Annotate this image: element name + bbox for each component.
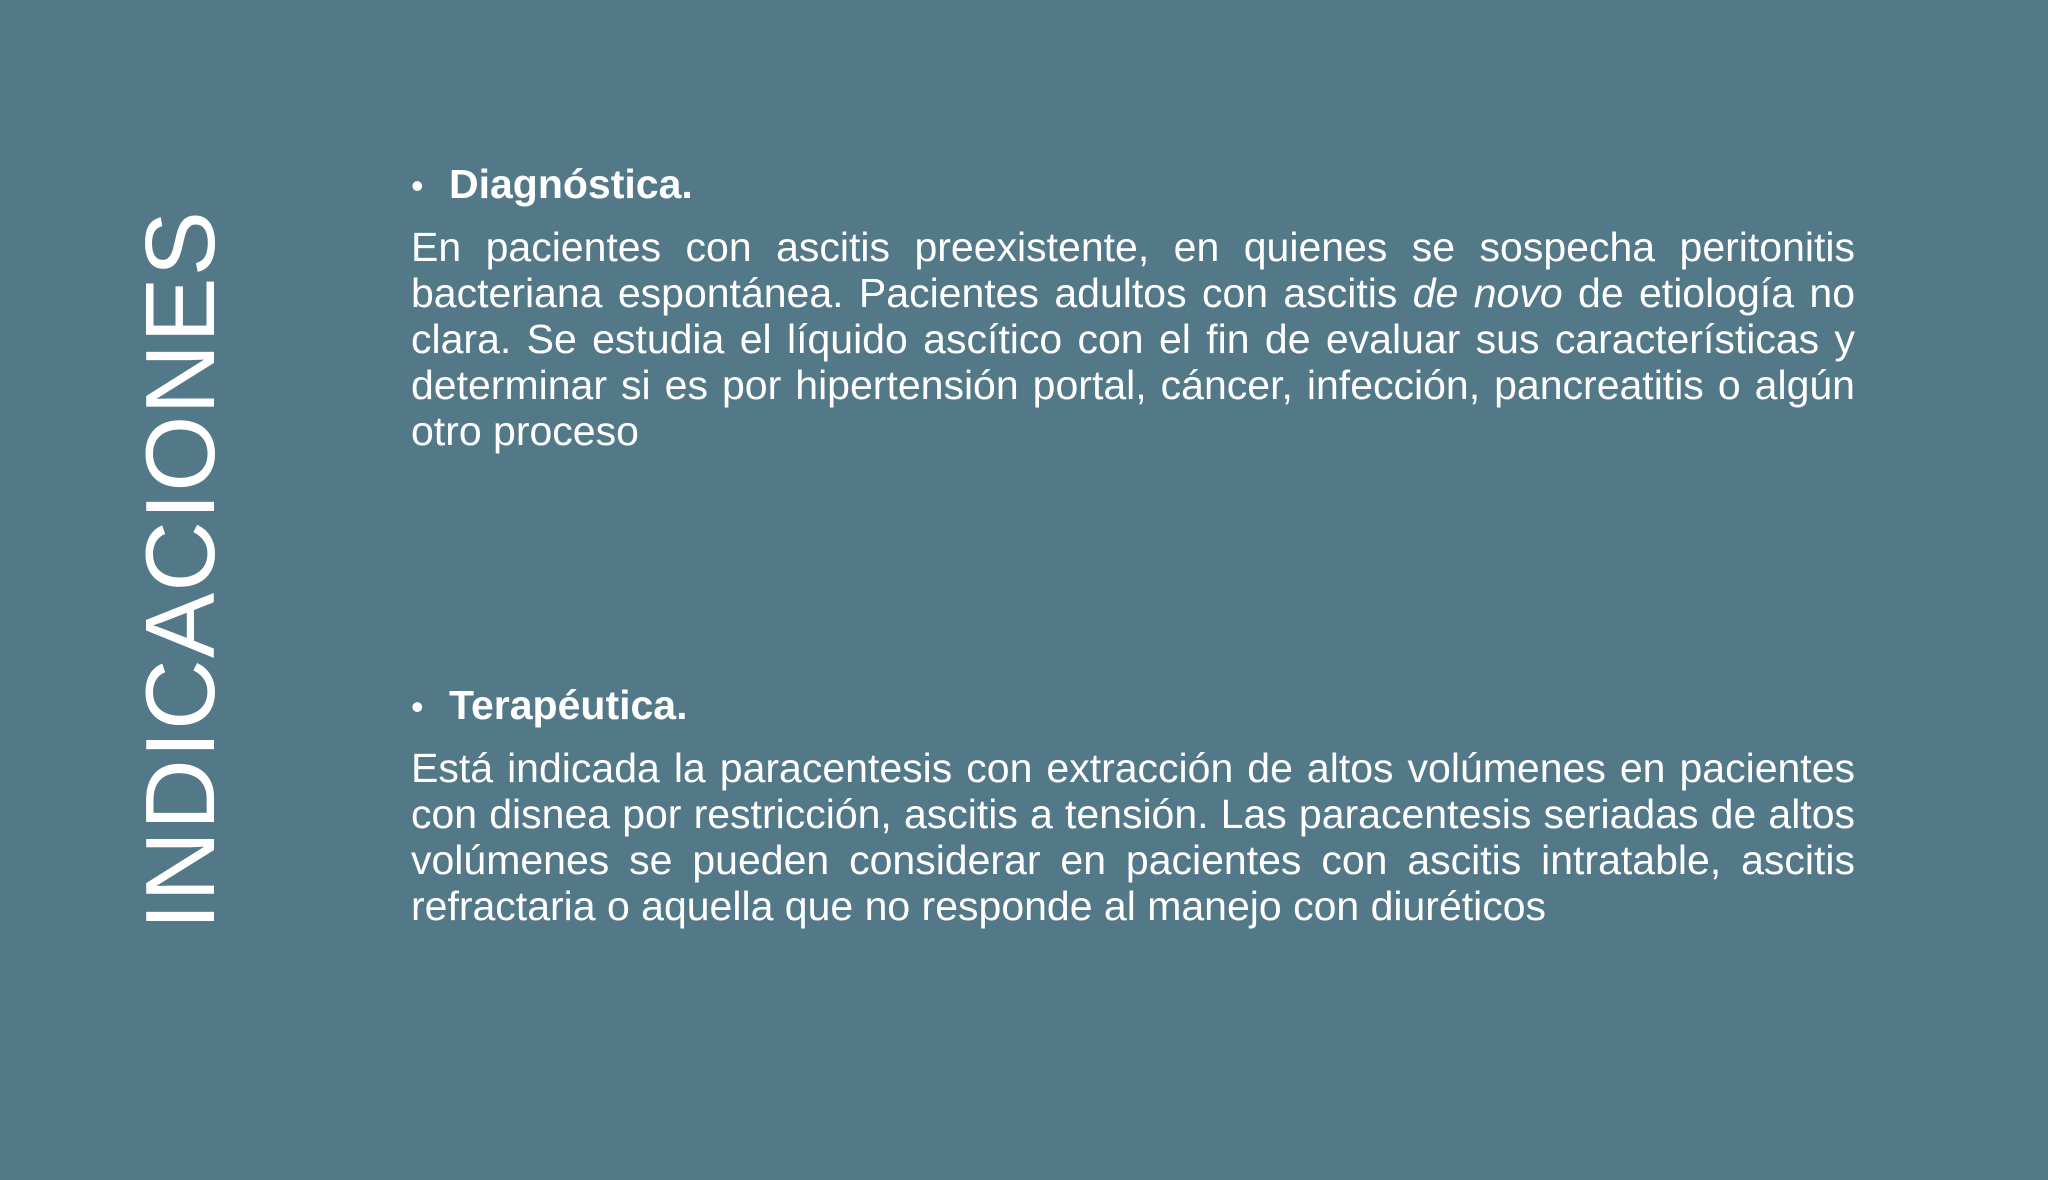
section-diagnostica (411, 156, 1855, 454)
paragraph-text: En pacientes con ascitis preexistente, en quienes se sospecha peritonitis bacteriana espontánea. Pacientes adultos con ascitis (411, 224, 1855, 316)
section-paragraph (411, 224, 1855, 454)
heading-text: Diagnóstica. (449, 161, 693, 207)
bullet-icon: • (411, 686, 424, 727)
section-terapeutica (411, 677, 1855, 929)
paragraph-italic-text: de novo (1412, 270, 1563, 316)
section-heading (411, 156, 1855, 214)
slide-title: INDICACIONES (125, 210, 235, 930)
bullet-icon: • (411, 165, 424, 206)
section-heading (411, 677, 1855, 735)
heading-text: Terapéutica. (449, 682, 688, 728)
section-paragraph: Está indicada la paracentesis con extracción de altos volúmenes en pacientes con disnea por restricción, ascitis a tensión. Las paracentesis seriadas de altos volúmenes se pueden considerar en pacientes con ascitis intratable, ascitis refractaria o aquella que no responde al manejo con diuréticos (411, 745, 1855, 929)
paragraph-text: de etiología no clara. Se estudia el líquido ascítico con el fin de evaluar sus características y determinar si es por hipertensión portal, cáncer, infección, pancreatitis o algún otro proceso (411, 270, 1856, 454)
